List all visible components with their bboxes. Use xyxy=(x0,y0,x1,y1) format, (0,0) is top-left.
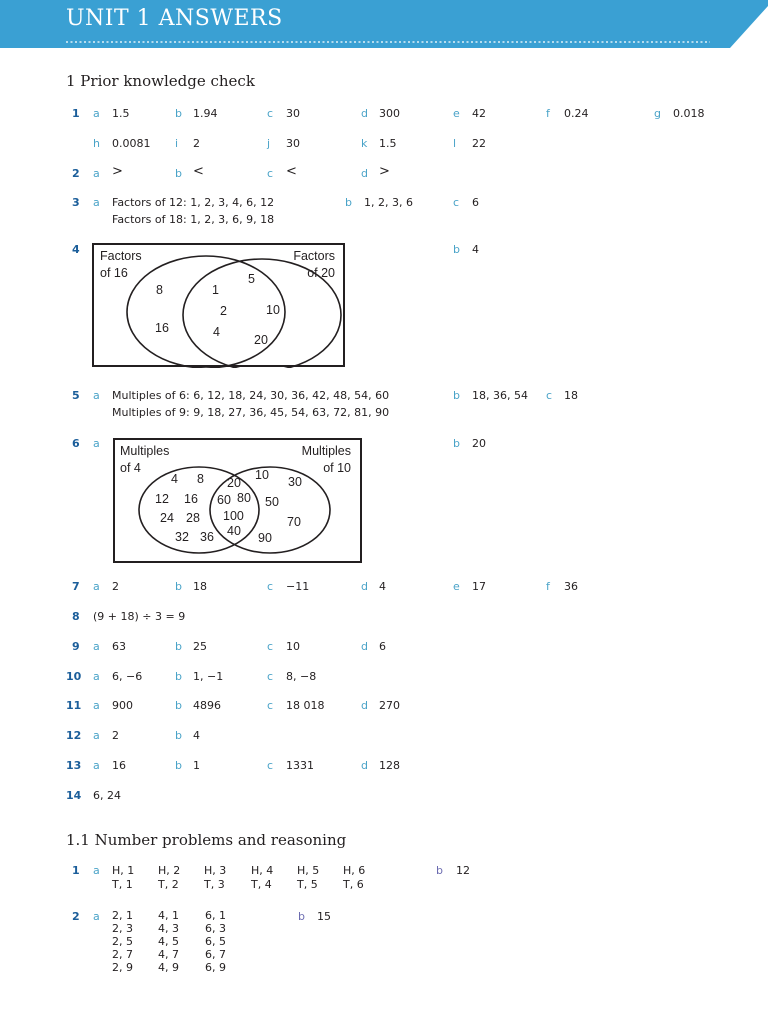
answer: 42 xyxy=(472,107,486,120)
part-letter: g xyxy=(654,107,661,120)
answer: 1.5 xyxy=(112,107,130,120)
outcome: T, 2 xyxy=(158,878,179,891)
part-letter: a xyxy=(93,580,100,593)
part-letter: a xyxy=(93,670,100,683)
venn-value: 50 xyxy=(265,495,279,509)
outcome: 4, 1 xyxy=(158,909,179,922)
part-letter: d xyxy=(361,640,368,653)
outcome: T, 3 xyxy=(204,878,225,891)
part-letter: b xyxy=(453,437,460,450)
part-letter: a xyxy=(93,699,100,712)
venn-value: 4 xyxy=(213,325,220,339)
venn-value: 60 xyxy=(217,493,231,507)
question-number: 4 xyxy=(72,243,80,256)
part-letter: b xyxy=(175,729,182,742)
answer: 6, −6 xyxy=(112,670,143,683)
outcome: H, 3 xyxy=(204,864,227,877)
answer: 22 xyxy=(472,137,486,150)
venn-value: 16 xyxy=(184,492,198,506)
venn-label: Factors xyxy=(293,249,335,263)
part-letter: a xyxy=(93,196,100,209)
outcome: 6, 5 xyxy=(205,935,226,948)
answer: 18, 36, 54 xyxy=(472,389,528,402)
part-letter: l xyxy=(453,137,457,150)
part-letter: b xyxy=(453,243,460,256)
part-letter: a xyxy=(93,759,100,772)
part-letter: c xyxy=(267,640,274,653)
venn-label: Multiples xyxy=(301,444,351,458)
part-letter: a xyxy=(93,910,100,923)
part-letter: b xyxy=(175,670,182,683)
outcome: T, 6 xyxy=(343,878,364,891)
venn-value: 16 xyxy=(155,321,169,335)
part-letter: b xyxy=(175,580,182,593)
part-letter: c xyxy=(267,167,274,180)
answer: 4 xyxy=(193,729,200,742)
answer: 0.0081 xyxy=(112,137,151,150)
part-letter: c xyxy=(453,196,460,209)
outcome: H, 4 xyxy=(251,864,274,877)
venn-label: of 16 xyxy=(100,266,128,280)
venn-label: Factors xyxy=(100,249,142,263)
outcome: 2, 5 xyxy=(112,935,133,948)
part-letter: a xyxy=(93,437,100,450)
part-letter: a xyxy=(93,729,100,742)
part-letter: c xyxy=(267,699,274,712)
answer: 6, 24 xyxy=(93,789,121,802)
venn-value: 28 xyxy=(186,511,200,525)
answer: < xyxy=(286,164,297,179)
answer: 4 xyxy=(379,580,386,593)
part-letter: d xyxy=(361,580,368,593)
part-letter: k xyxy=(361,137,368,150)
answer: 1, 2, 3, 6 xyxy=(364,196,413,209)
venn-value: 20 xyxy=(254,333,268,347)
section-title-number-problems: 1.1 Number problems and reasoning xyxy=(66,831,347,849)
answer: 1, −1 xyxy=(193,670,224,683)
venn-value: 70 xyxy=(287,515,301,529)
answer: 1 xyxy=(193,759,200,772)
part-letter: d xyxy=(361,167,368,180)
answer: 12 xyxy=(456,864,470,877)
part-letter: a xyxy=(93,864,100,877)
part-letter: d xyxy=(361,699,368,712)
answer: 18 xyxy=(193,580,207,593)
answer: Multiples of 6: 6, 12, 18, 24, 30, 36, 42, 48, 54, 60 xyxy=(112,389,390,402)
answer: 4896 xyxy=(193,699,221,712)
venn-label: of 10 xyxy=(323,461,351,475)
answer: 6 xyxy=(472,196,479,209)
outcome: 2, 9 xyxy=(112,961,133,974)
part-letter: b xyxy=(453,389,460,402)
part-letter: f xyxy=(546,107,550,120)
answer: 2 xyxy=(193,137,200,150)
question-number: 10 xyxy=(66,670,82,683)
venn-value: 40 xyxy=(227,524,241,538)
venn-circle-left xyxy=(127,256,285,368)
answer: 15 xyxy=(317,910,331,923)
venn-value: 2 xyxy=(220,304,227,318)
outcome: H, 5 xyxy=(297,864,320,877)
part-letter: f xyxy=(546,580,550,593)
part-letter: b xyxy=(175,107,182,120)
answer: Factors of 12: 1, 2, 3, 4, 6, 12 xyxy=(112,196,275,209)
answer: 18 018 xyxy=(286,699,325,712)
part-letter: h xyxy=(93,137,100,150)
page-title: UNIT 1 ANSWERS xyxy=(66,6,283,31)
question-number: 11 xyxy=(66,699,82,712)
answer: 8, −8 xyxy=(286,670,317,683)
venn-value: 32 xyxy=(175,530,189,544)
answer: 30 xyxy=(286,107,300,120)
outcome: 2, 7 xyxy=(112,948,133,961)
answer: 10 xyxy=(286,640,300,653)
section-title-prior-knowledge: 1 Prior knowledge check xyxy=(66,72,255,90)
answer: 18 xyxy=(564,389,578,402)
venn-value: 24 xyxy=(160,511,174,525)
answer: 1.5 xyxy=(379,137,397,150)
answer: Multiples of 9: 9, 18, 27, 36, 45, 54, 63, 72, 81, 90 xyxy=(112,406,390,419)
venn-value: 10 xyxy=(266,303,280,317)
outcome: T, 5 xyxy=(297,878,318,891)
question-number: 2 xyxy=(72,910,80,923)
answer: 270 xyxy=(379,699,400,712)
venn-value: 1 xyxy=(212,283,219,297)
question-number: 2 xyxy=(72,167,80,180)
answer: 0.018 xyxy=(673,107,705,120)
part-letter: b xyxy=(298,910,305,923)
answer: 36 xyxy=(564,580,578,593)
outcome: 6, 3 xyxy=(205,922,226,935)
answer: 128 xyxy=(379,759,400,772)
venn-value: 4 xyxy=(171,472,178,486)
venn-value: 8 xyxy=(156,283,163,297)
part-letter: b xyxy=(436,864,443,877)
outcome: 6, 7 xyxy=(205,948,226,961)
part-letter: b xyxy=(175,167,182,180)
part-letter: c xyxy=(267,107,274,120)
part-letter: d xyxy=(361,107,368,120)
question-number: 8 xyxy=(72,610,80,623)
question-number: 9 xyxy=(72,640,80,653)
answer: 20 xyxy=(472,437,486,450)
answer: (9 + 18) ÷ 3 = 9 xyxy=(93,610,186,623)
part-letter: b xyxy=(175,699,182,712)
outcome: T, 4 xyxy=(251,878,272,891)
part-letter: a xyxy=(93,389,100,402)
answer: −11 xyxy=(286,580,310,593)
part-letter: j xyxy=(267,137,271,150)
outcome: 4, 3 xyxy=(158,922,179,935)
part-letter: a xyxy=(93,640,100,653)
part-letter: e xyxy=(453,580,460,593)
question-number: 7 xyxy=(72,580,80,593)
answer: 0.24 xyxy=(564,107,589,120)
answer: 63 xyxy=(112,640,126,653)
answer: 4 xyxy=(472,243,479,256)
venn-label: of 20 xyxy=(307,266,335,280)
answer: 17 xyxy=(472,580,486,593)
outcome: H, 2 xyxy=(158,864,181,877)
answer: > xyxy=(112,164,123,179)
venn-value: 100 xyxy=(223,509,244,523)
part-letter: b xyxy=(175,759,182,772)
venn-value: 5 xyxy=(248,272,255,286)
outcome: 6, 1 xyxy=(205,909,226,922)
answer: 1.94 xyxy=(193,107,218,120)
part-letter: b xyxy=(345,196,352,209)
question-number: 14 xyxy=(66,789,82,802)
outcome: H, 6 xyxy=(343,864,366,877)
venn-value: 80 xyxy=(237,491,251,505)
answer: Factors of 18: 1, 2, 3, 6, 9, 18 xyxy=(112,213,275,226)
part-letter: i xyxy=(175,137,179,150)
question-number: 12 xyxy=(66,729,82,742)
question-number: 3 xyxy=(72,196,80,209)
venn-diagram-factors xyxy=(92,243,346,368)
answer: < xyxy=(193,164,204,179)
venn-value: 20 xyxy=(227,476,241,490)
question-number: 6 xyxy=(72,437,80,450)
outcome: 2, 3 xyxy=(112,922,133,935)
outcome: H, 1 xyxy=(112,864,135,877)
outcome: 6, 9 xyxy=(205,961,226,974)
part-letter: e xyxy=(453,107,460,120)
answer: 1331 xyxy=(286,759,314,772)
venn-value: 90 xyxy=(258,531,272,545)
part-letter: c xyxy=(546,389,553,402)
answer: 300 xyxy=(379,107,400,120)
part-letter: c xyxy=(267,580,274,593)
outcome: 2, 1 xyxy=(112,909,133,922)
answer: 30 xyxy=(286,137,300,150)
outcome: 4, 9 xyxy=(158,961,179,974)
answer: 900 xyxy=(112,699,133,712)
part-letter: d xyxy=(361,759,368,772)
question-number: 1 xyxy=(72,864,80,877)
venn-value: 30 xyxy=(288,475,302,489)
venn-value: 10 xyxy=(255,468,269,482)
outcome: 4, 7 xyxy=(158,948,179,961)
answer: > xyxy=(379,164,390,179)
venn-value: 36 xyxy=(200,530,214,544)
answer: 16 xyxy=(112,759,126,772)
answer: 6 xyxy=(379,640,386,653)
answer: 2 xyxy=(112,580,119,593)
answer: 2 xyxy=(112,729,119,742)
part-letter: a xyxy=(93,107,100,120)
outcome: 4, 5 xyxy=(158,935,179,948)
question-number: 1 xyxy=(72,107,80,120)
venn-diagram-multiples xyxy=(113,438,363,564)
question-number: 13 xyxy=(66,759,82,772)
part-letter: c xyxy=(267,759,274,772)
part-letter: a xyxy=(93,167,100,180)
part-letter: b xyxy=(175,640,182,653)
question-number: 5 xyxy=(72,389,80,402)
answer: 25 xyxy=(193,640,207,653)
outcome: T, 1 xyxy=(112,878,133,891)
venn-value: 12 xyxy=(155,492,169,506)
venn-value: 8 xyxy=(197,472,204,486)
venn-label: of 4 xyxy=(120,461,141,475)
part-letter: c xyxy=(267,670,274,683)
venn-label: Multiples xyxy=(120,444,170,458)
